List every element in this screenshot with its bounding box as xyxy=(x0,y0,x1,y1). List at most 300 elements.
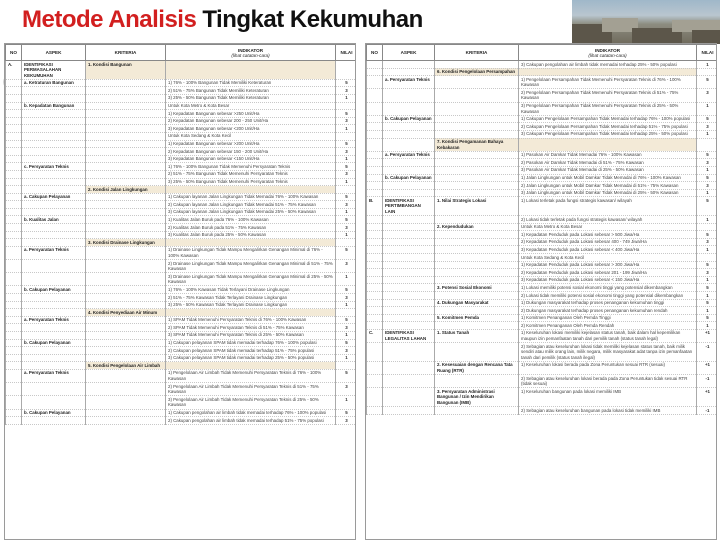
table-row xyxy=(6,117,357,125)
cell-aspek xyxy=(383,269,435,277)
cell-no xyxy=(367,322,383,330)
table-row xyxy=(367,407,718,415)
cell-indikator: 2) Pasokan Air Damkar Tidak Memadai di 51% - 75% Kawasan xyxy=(519,159,697,167)
table-row xyxy=(367,115,718,123)
cell-indikator: 2) Sebagian atau keseluruhan bangunan pada lokasi tidak memiliki IMB xyxy=(519,407,697,415)
cell-nilai: +1 xyxy=(697,329,718,342)
cell-aspek xyxy=(22,186,86,194)
cell-indikator: 2) Pengelolaan Air Limbah Tidak Memenuhi Persyaratan Teknis di 51% - 75% Kawasan xyxy=(166,383,336,396)
cell-no xyxy=(6,309,22,317)
table-row xyxy=(6,132,357,140)
cell-indikator: 3) Kepadatan Penduduk pada Lokasi sebesar < 150 Jiwa/Ha xyxy=(519,276,697,284)
cell-kriteria: 1. Nilai Strategis Lokasi xyxy=(435,197,519,216)
cell-nilai: 1 xyxy=(697,292,718,300)
cell-kriteria: 3. Persyaratan Administrasi Bangunan / Izin Mendirikan Bangunan (IMB) xyxy=(435,388,519,407)
table-row xyxy=(6,369,357,382)
cell-nilai: 3 xyxy=(336,201,357,209)
cell-indikator: 1) 76% - 100% Kawasan Tidak Terlayani Drainase Lingkungan xyxy=(166,286,336,294)
cell-no: C. xyxy=(367,329,383,342)
cell-indikator: 2) Kepadatan Penduduk pada Lokasi sebesar 201 - 199 Jiwa/Ha xyxy=(519,269,697,277)
cell-nilai xyxy=(336,239,357,247)
cell-kriteria xyxy=(86,94,166,102)
cell-aspek xyxy=(383,216,435,224)
cell-kriteria xyxy=(86,409,166,417)
cell-kriteria xyxy=(435,407,519,415)
col-aspek-right: ASPEK xyxy=(383,45,435,61)
cell-indikator: 3) 25% - 50% Bangunan Tidak Memenuhi Persyaratan Teknis xyxy=(166,178,336,186)
cell-no xyxy=(367,151,383,159)
cell-kriteria xyxy=(86,316,166,324)
table-row xyxy=(6,396,357,409)
cell-kriteria xyxy=(86,354,166,362)
cell-no xyxy=(6,201,22,209)
cell-no xyxy=(6,110,22,118)
cell-no xyxy=(6,163,22,171)
cell-nilai: 1 xyxy=(697,276,718,284)
cell-aspek xyxy=(22,110,86,118)
cell-kriteria xyxy=(86,286,166,294)
cell-aspek xyxy=(383,375,435,388)
cell-nilai: 3 xyxy=(336,148,357,156)
col-nilai: NILAI xyxy=(336,45,357,61)
table-row xyxy=(367,197,718,216)
cell-aspek xyxy=(22,155,86,163)
cell-indikator: 1) Komitmen Penanganan Oleh Pemda Tinggi xyxy=(519,314,697,322)
cell-indikator: 1) Keseluruhan lokasi berada pada Zona Peruntukan sesuai RTR (sesuai) xyxy=(519,361,697,374)
cell-nilai: 1 xyxy=(697,189,718,197)
cell-nilai: 3 xyxy=(336,347,357,355)
cell-nilai: 1 xyxy=(336,125,357,133)
table-row xyxy=(6,383,357,396)
cell-nilai: 1 xyxy=(697,166,718,174)
cell-aspek xyxy=(383,182,435,190)
cell-no xyxy=(6,316,22,324)
table-row xyxy=(367,223,718,231)
cell-aspek xyxy=(22,396,86,409)
cell-indikator xyxy=(166,186,336,194)
cell-nilai: 1 xyxy=(336,331,357,339)
cell-aspek xyxy=(22,362,86,370)
cell-kriteria xyxy=(435,174,519,182)
cell-nilai: 1 xyxy=(336,273,357,286)
right-table-panel xyxy=(365,43,717,540)
cell-indikator: 2) Kepadatan Penduduk pada Lokasi sebesar 400 - 749 Jiwa/Ha xyxy=(519,238,697,246)
col-indikator-right: INDIKATOR (lihat catatan-cara) xyxy=(519,45,697,61)
cell-nilai xyxy=(336,132,357,140)
cell-aspek xyxy=(383,254,435,262)
cell-aspek xyxy=(383,361,435,374)
cell-kriteria xyxy=(435,307,519,315)
table-row xyxy=(6,324,357,332)
cell-no xyxy=(6,170,22,178)
cell-nilai: 3 xyxy=(697,238,718,246)
table-row xyxy=(6,140,357,148)
table-row xyxy=(6,294,357,302)
cell-kriteria xyxy=(86,260,166,273)
cell-aspek xyxy=(383,284,435,292)
table-row xyxy=(6,186,357,194)
cell-indikator: 3) Kualitas Jalan Buruk pada 25% - 50% Kawasan xyxy=(166,231,336,239)
table-row xyxy=(6,102,357,110)
cell-aspek xyxy=(22,87,86,95)
cell-no xyxy=(6,178,22,186)
cell-indikator: 1) Pengelolaan Persampahan Tidak Memenuhi Persyaratan Teknis di 76% - 100% Kawasan xyxy=(519,76,697,89)
cell-nilai: 5 xyxy=(336,216,357,224)
cell-aspek: IDENTIFIKASI LEGALITAS LAHAN xyxy=(383,329,435,342)
cell-no xyxy=(6,186,22,194)
table-row xyxy=(6,239,357,247)
cell-aspek: b. Cakupan Pelayanan xyxy=(383,115,435,123)
title-part-red: Metode Analisis xyxy=(22,6,197,33)
cell-no xyxy=(367,174,383,182)
cell-no xyxy=(367,76,383,89)
cell-kriteria xyxy=(435,246,519,254)
cell-nilai: 3 xyxy=(336,417,357,425)
cell-nilai: 5 xyxy=(336,246,357,259)
cell-aspek: IDENTIFIKASI PERMASALAHAN KEKUMUHAN xyxy=(22,61,86,80)
cell-no xyxy=(367,216,383,224)
cell-aspek: a. Persyaratan Teknis xyxy=(383,151,435,159)
cell-no xyxy=(6,301,22,309)
cell-aspek xyxy=(383,61,435,69)
cell-nilai: 3 xyxy=(697,182,718,190)
cell-aspek xyxy=(383,261,435,269)
cell-indikator: 1) Kualitas Jalan Buruk pada 76% - 100% Kawasan xyxy=(166,216,336,224)
cell-nilai: 3 xyxy=(336,324,357,332)
cell-no xyxy=(6,331,22,339)
cell-indikator: 2) Sebagian atau keseluruhan lokasi berada pada Zona Peruntukan tidak sesuai RTR (tidak sesuai) xyxy=(519,375,697,388)
cell-kriteria xyxy=(435,159,519,167)
table-row xyxy=(6,339,357,347)
cell-indikator xyxy=(166,239,336,247)
cell-nilai: 5 xyxy=(697,284,718,292)
cell-kriteria xyxy=(86,178,166,186)
cell-indikator: 1) Kepadatan Penduduk pada Lokasi sebesar > 500 Jiwa/Ha xyxy=(519,231,697,239)
cell-no xyxy=(6,273,22,286)
cell-no xyxy=(6,286,22,294)
cell-kriteria xyxy=(86,331,166,339)
cell-indikator: 1) Kepadatan Bangunan sebesar >200 Unit/Ha xyxy=(166,140,336,148)
cell-nilai: 3 xyxy=(697,89,718,102)
cell-nilai xyxy=(336,309,357,317)
cell-aspek xyxy=(22,140,86,148)
cell-nilai: 5 xyxy=(697,115,718,123)
cell-kriteria xyxy=(435,61,519,69)
cell-kriteria xyxy=(86,396,166,409)
cell-aspek xyxy=(22,231,86,239)
cell-indikator: 3) Kepadatan Penduduk pada Lokasi sebesar < 400 Jiwa/Ha xyxy=(519,246,697,254)
cell-aspek xyxy=(22,354,86,362)
cell-nilai: 1 xyxy=(697,307,718,315)
left-table-panel xyxy=(4,43,356,540)
cell-no xyxy=(6,409,22,417)
cell-indikator xyxy=(166,61,336,80)
table-row xyxy=(367,307,718,315)
cell-nilai: 5 xyxy=(336,193,357,201)
cell-kriteria xyxy=(86,208,166,216)
cell-kriteria xyxy=(435,76,519,89)
cell-nilai: 5 xyxy=(697,197,718,216)
cell-indikator: 3) Cakupan Pengelolaan Persampahan Tidak Memadai terhadap 25% - 50% populasi xyxy=(519,130,697,138)
cell-aspek xyxy=(383,102,435,115)
cell-nilai: 5 xyxy=(697,231,718,239)
table-row xyxy=(367,314,718,322)
table-row xyxy=(367,76,718,89)
cell-indikator: 3) Cakupan pelayanan SPAM tidak memadai terhadap 25% - 50% populasi xyxy=(166,354,336,362)
cell-kriteria: 3. Kondisi Drainase Lingkungan xyxy=(86,239,166,247)
table-row xyxy=(6,231,357,239)
cell-kriteria xyxy=(86,383,166,396)
cell-aspek xyxy=(383,388,435,407)
cell-no xyxy=(367,276,383,284)
table-row xyxy=(6,260,357,273)
cell-nilai: 5 xyxy=(697,174,718,182)
cell-kriteria xyxy=(435,89,519,102)
cell-aspek xyxy=(383,68,435,76)
table-row xyxy=(367,166,718,174)
table-row xyxy=(367,276,718,284)
cell-indikator: 1) Keseluruhan bangunan pada lokasi memiliki IMB xyxy=(519,388,697,407)
cell-aspek: c. Persyaratan Teknis xyxy=(22,163,86,171)
cell-kriteria: 2. Kesesuaian dengan Rencana Tata Ruang (RTR) xyxy=(435,361,519,374)
cell-no xyxy=(367,102,383,115)
table-row xyxy=(367,130,718,138)
cell-nilai: 1 xyxy=(336,301,357,309)
cell-nilai: 5 xyxy=(336,409,357,417)
cell-kriteria: 1. Status Tanah xyxy=(435,329,519,342)
table-row xyxy=(367,269,718,277)
cell-kriteria xyxy=(435,189,519,197)
cell-kriteria xyxy=(86,132,166,140)
cell-no xyxy=(367,138,383,151)
cell-indikator: 1) 76% - 100% Bangunan Tidak Memenuhi Persyaratan Teknis xyxy=(166,163,336,171)
table-row xyxy=(6,354,357,362)
cell-nilai: 3 xyxy=(697,159,718,167)
table-row xyxy=(367,299,718,307)
cell-indikator xyxy=(519,68,697,76)
table-row xyxy=(6,316,357,324)
cell-kriteria xyxy=(86,170,166,178)
cell-kriteria xyxy=(435,216,519,224)
cell-nilai: 5 xyxy=(336,140,357,148)
cell-aspek: IDENTIFIKASI PERTIMBANGAN LAIN xyxy=(383,197,435,216)
table-row xyxy=(6,362,357,370)
cell-indikator: 2) Lokasi tidak memiliki potensi sosial ekonomi tinggi yang potensial dikembangkan xyxy=(519,292,697,300)
cell-aspek xyxy=(383,322,435,330)
cell-no xyxy=(367,314,383,322)
cell-no xyxy=(6,354,22,362)
cell-indikator xyxy=(519,138,697,151)
cell-nilai: 5 xyxy=(336,163,357,171)
table-row xyxy=(6,331,357,339)
cell-no xyxy=(367,189,383,197)
cell-nilai: 3 xyxy=(336,87,357,95)
cell-kriteria xyxy=(435,254,519,262)
table-row xyxy=(6,309,357,317)
table-row xyxy=(6,286,357,294)
cell-no xyxy=(6,193,22,201)
cell-no xyxy=(6,102,22,110)
cell-no xyxy=(6,208,22,216)
cell-indikator: Untuk Kota Sedang & Kota Kecil xyxy=(166,132,336,140)
cell-indikator: 3) Drainase Lingkungan Tidak Mampu Mengalirkan Genangan Minimal di 25% - 50% Kawasan xyxy=(166,273,336,286)
col-kriteria: KRITERIA xyxy=(86,45,166,61)
cell-no xyxy=(367,299,383,307)
cell-aspek: b. Cakupan Pelayanan xyxy=(22,409,86,417)
cell-nilai: 3 xyxy=(336,383,357,396)
table-row xyxy=(6,178,357,186)
cell-no xyxy=(367,159,383,167)
cell-kriteria: 2. Kondisi Jalan Lingkungan xyxy=(86,186,166,194)
cell-indikator: 3) Jalan Lingkungan untuk Mobil Damkar Tidak Memadai di 25% - 50% Kawasan xyxy=(519,189,697,197)
cell-no xyxy=(6,148,22,156)
cell-no xyxy=(6,117,22,125)
col-aspek: ASPEK xyxy=(22,45,86,61)
table-row xyxy=(6,273,357,286)
cell-no xyxy=(6,294,22,302)
cell-indikator: 1) Cakupan layanan Jalan Lingkungan Tidak Memadai 76% - 100% Kawasan xyxy=(166,193,336,201)
left-table-body xyxy=(6,61,357,425)
cell-no xyxy=(367,115,383,123)
cell-no xyxy=(367,307,383,315)
cell-nilai: 5 xyxy=(336,316,357,324)
cell-no xyxy=(367,238,383,246)
cell-kriteria: 7. Kondisi Pengamanan Bahaya Kebakaran xyxy=(435,138,519,151)
table-row xyxy=(367,329,718,342)
cell-nilai: 1 xyxy=(697,322,718,330)
cell-indikator: 2) Kepadatan Bangunan sebesar 200 - 250 Unit/Ha xyxy=(166,117,336,125)
cell-no xyxy=(367,246,383,254)
cell-indikator: Untuk Kota Metro & Kota Besar xyxy=(519,223,697,231)
table-row xyxy=(367,138,718,151)
table-row xyxy=(367,343,718,362)
cell-kriteria xyxy=(435,231,519,239)
cell-no xyxy=(367,375,383,388)
cell-indikator: 2) 51% - 75% Bangunan Tidak Memiliki Keteraturan xyxy=(166,87,336,95)
cell-kriteria xyxy=(435,115,519,123)
cell-indikator: 1) Kepadatan Penduduk pada Lokasi sebesar > 300 Jiwa/Ha xyxy=(519,261,697,269)
cell-nilai xyxy=(697,138,718,151)
cell-aspek xyxy=(383,123,435,131)
cell-aspek: a. Cakupan Pelayanan xyxy=(22,193,86,201)
cell-no xyxy=(6,155,22,163)
cell-indikator: 2) Pengelolaan Persampahan Tidak Memenuhi Persyaratan Teknis di 51% - 75% Kawasan xyxy=(519,89,697,102)
cell-nilai: 1 xyxy=(697,130,718,138)
cell-aspek xyxy=(383,231,435,239)
cell-aspek: a. Persyaratan Teknis xyxy=(22,316,86,324)
cell-no xyxy=(367,182,383,190)
kriteria-table-left xyxy=(5,44,356,425)
cell-indikator: 3) Pengelolaan Persampahan Tidak Memenuhi Persyaratan Teknis di 25% - 50% Kawasan xyxy=(519,102,697,115)
cell-aspek xyxy=(383,314,435,322)
title-part-black: Tingkat Kekumuhan xyxy=(202,6,423,33)
cell-nilai: 1 xyxy=(336,231,357,239)
cell-indikator: 3) Cakupan layanan Jalan Lingkungan Tidak Memadai 25% - 50% Kawasan xyxy=(166,208,336,216)
cell-no xyxy=(6,231,22,239)
cell-nilai: -1 xyxy=(697,375,718,388)
cell-indikator: 2) Cakupan pengolahan air limbah tidak memadai terhadap 51% - 75% populasi xyxy=(166,417,336,425)
cell-no xyxy=(367,407,383,415)
cell-indikator: 1) 76% - 100% Bangunan Tidak Memiliki Keteraturan xyxy=(166,79,336,87)
cell-no xyxy=(6,417,22,425)
cell-no xyxy=(6,216,22,224)
table-row xyxy=(6,208,357,216)
cell-indikator: 3) Kepadatan Bangunan sebesar <150 Unit/Ha xyxy=(166,155,336,163)
cell-nilai: 1 xyxy=(336,208,357,216)
cell-no xyxy=(367,254,383,262)
cell-no xyxy=(367,123,383,131)
cell-aspek xyxy=(22,208,86,216)
col-nilai-right: NILAI xyxy=(697,45,718,61)
cell-indikator: 1) SPAM Tidak Memenuhi Persyaratan Teknis di 76% - 100% Kawasan xyxy=(166,316,336,324)
cell-kriteria xyxy=(86,193,166,201)
cell-no xyxy=(6,224,22,232)
cell-nilai: 1 xyxy=(336,155,357,163)
kriteria-table-right xyxy=(366,44,717,415)
cell-kriteria xyxy=(86,87,166,95)
cell-aspek: b. Cakupan Pelayanan xyxy=(22,339,86,347)
table-row xyxy=(6,155,357,163)
cell-indikator xyxy=(166,309,336,317)
cell-nilai: 5 xyxy=(336,339,357,347)
cell-indikator: 3) Kepadatan Bangunan sebesar <200 Unit/Ha xyxy=(166,125,336,133)
table-row xyxy=(6,148,357,156)
cell-no xyxy=(6,369,22,382)
table-row xyxy=(6,110,357,118)
cell-aspek xyxy=(383,159,435,167)
cell-nilai: -1 xyxy=(697,343,718,362)
cell-aspek xyxy=(22,260,86,273)
cell-kriteria xyxy=(86,155,166,163)
cell-nilai: 5 xyxy=(336,79,357,87)
cell-kriteria xyxy=(86,79,166,87)
cell-aspek: a. Persyaratan Teknis xyxy=(22,246,86,259)
cell-aspek xyxy=(22,309,86,317)
table-row xyxy=(6,61,357,80)
table-row xyxy=(6,170,357,178)
cell-indikator: 2) Dukungan masyarakat terhadap proses penanganan kekumuhan rendah xyxy=(519,307,697,315)
table-row xyxy=(6,246,357,259)
cell-nilai xyxy=(336,186,357,194)
cell-aspek xyxy=(22,301,86,309)
table-row xyxy=(367,123,718,131)
cell-indikator: 2) Jalan Lingkungan untuk Mobil Damkar Tidak Memadai di 51% - 75% Kawasan xyxy=(519,182,697,190)
cell-aspek xyxy=(22,132,86,140)
cell-aspek xyxy=(22,117,86,125)
cell-aspek xyxy=(383,307,435,315)
cell-aspek xyxy=(22,324,86,332)
cell-nilai: 5 xyxy=(336,369,357,382)
cell-indikator xyxy=(166,362,336,370)
cell-aspek: a. Persyaratan Teknis xyxy=(22,369,86,382)
cell-aspek: a. Persyaratan Teknis xyxy=(383,76,435,89)
table-row xyxy=(367,89,718,102)
cell-nilai: +1 xyxy=(697,361,718,374)
cell-no xyxy=(6,140,22,148)
table-row xyxy=(6,216,357,224)
cell-kriteria xyxy=(435,130,519,138)
cell-nilai: 1 xyxy=(336,354,357,362)
cell-nilai xyxy=(697,223,718,231)
cell-aspek: b. Kepadatan Bangunan xyxy=(22,102,86,110)
cell-nilai: +1 xyxy=(697,388,718,407)
cell-kriteria xyxy=(86,163,166,171)
cell-indikator: 1) Drainase Lingkungan Tidak Mampu Mengalirkan Genangan Minimal di 76% - 100% Kawasan xyxy=(166,246,336,259)
cell-no xyxy=(6,362,22,370)
cell-kriteria xyxy=(86,201,166,209)
cell-kriteria xyxy=(86,148,166,156)
cell-no xyxy=(367,61,383,69)
